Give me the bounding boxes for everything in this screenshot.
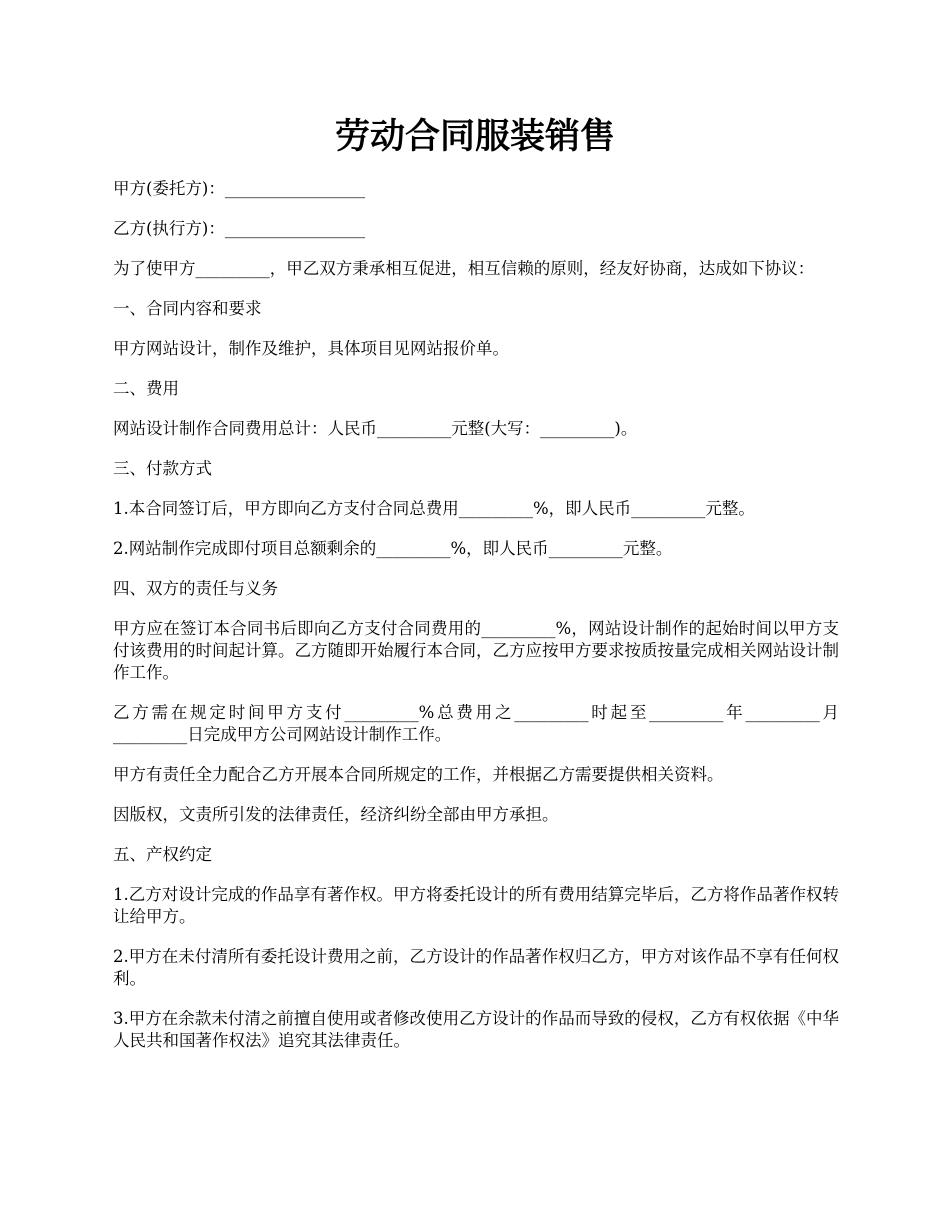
section-heading-5: 五、产权约定 (113, 845, 212, 864)
section-heading-4: 四、双方的责任与义务 (113, 579, 278, 598)
party-a-line: 甲方(委托方)：_________________ (113, 179, 366, 198)
paragraph: 甲方有责任全力配合乙方开展本合同所规定的工作，并根据乙方需要提供相关资料。 (113, 765, 724, 784)
paragraph: 网站设计制作合同费用总计：人民币_________元整(大写：_________)。 (113, 419, 638, 438)
paragraph: 1.本合同签订后，甲方即向乙方支付合同总费用_________%，即人民币_________元整。 (113, 499, 755, 518)
paragraph: 2.甲方在未付清所有委托设计费用之前，乙方设计的作品著作权归乙方，甲方对该作品不享有任何权利。 (113, 947, 839, 988)
section-heading-2: 二、费用 (113, 379, 179, 398)
paragraph: 甲方网站设计，制作及维护，具体项目见网站报价单。 (113, 339, 509, 358)
document-body (113, 178, 839, 1070)
section-heading-3: 三、付款方式 (113, 459, 212, 478)
paragraph: 甲方应在签订本合同书后即向乙方支付合同费用的_________%，网站设计制作的起始时间以甲方支付该费用的时间起计算。乙方随即开始履行本合同，乙方应按甲方要求按质按量完成相关网站设计制作工作。 (113, 619, 839, 682)
paragraph: 因版权，文责所引发的法律责任，经济纠纷全部由甲方承担。 (113, 805, 559, 824)
paragraph: 乙方需在规定时间甲方支付_________%总费用之_________时起至_________年_________月_________日完成甲方公司网站设计制作工作。 (113, 703, 839, 744)
paragraph: 1.乙方对设计完成的作品享有著作权。甲方将委托设计的所有费用结算完毕后，乙方将作品著作权转让给甲方。 (113, 885, 839, 926)
party-b-line: 乙方(执行方)：_________________ (113, 219, 366, 238)
preamble-paragraph: 为了使甲方_________，甲乙双方秉承相互促进，相互信赖的原则，经友好协商，达成如下协议： (113, 259, 815, 278)
paragraph: 2.网站制作完成即付项目总额剩余的_________%，即人民币_________元整。 (113, 539, 673, 558)
paragraph: 3.甲方在余款未付清之前擅自使用或者修改使用乙方设计的作品而导致的侵权，乙方有权依据《中华人民共和国著作权法》追究其法律责任。 (113, 1009, 839, 1050)
section-heading-1: 一、合同内容和要求 (113, 299, 262, 318)
document-title: 劳动合同服装销售 (334, 116, 615, 157)
